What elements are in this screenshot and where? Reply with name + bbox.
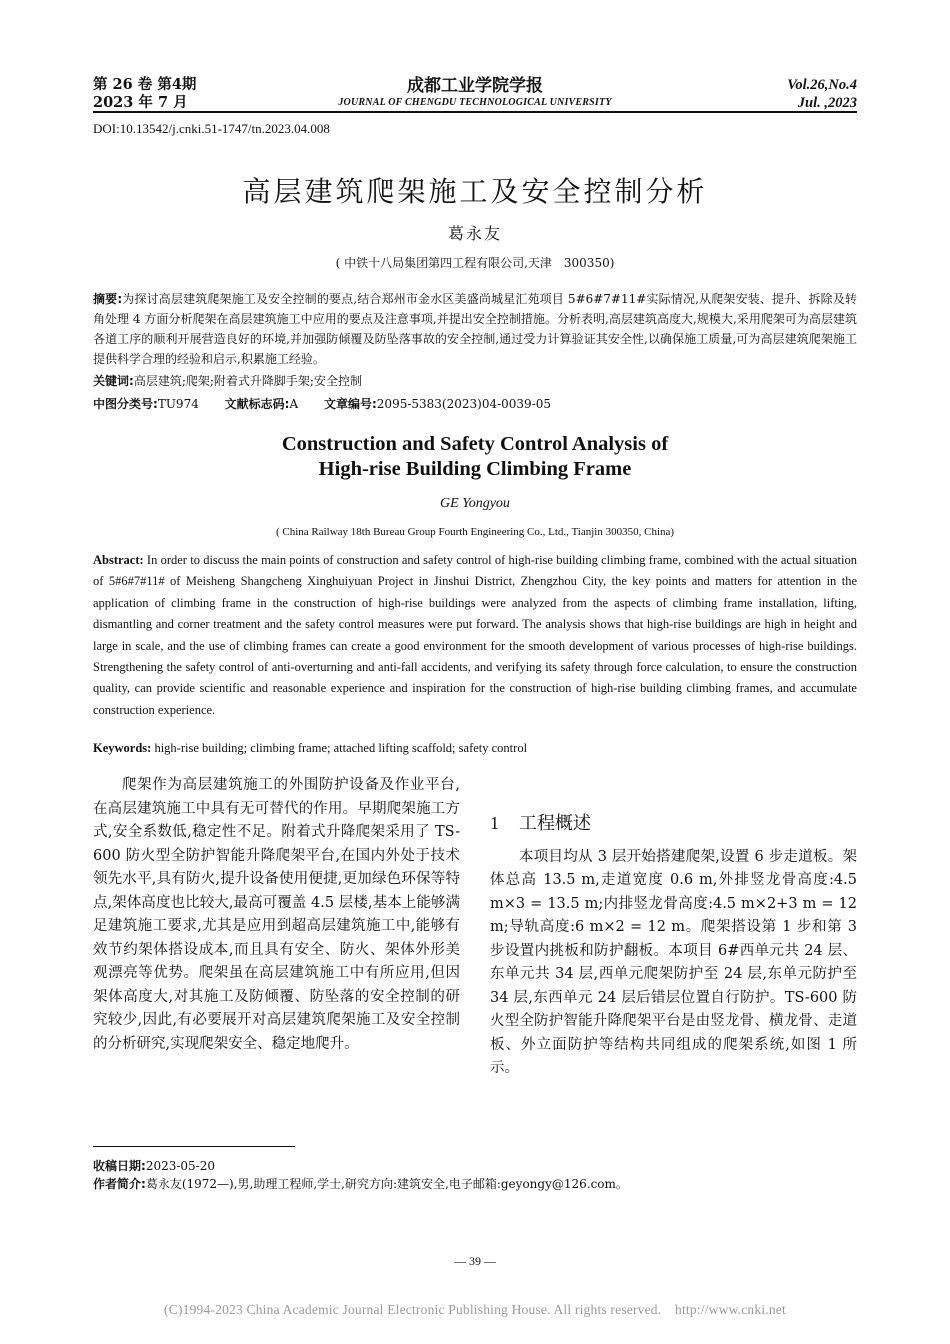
abstract-cn: [93, 289, 857, 369]
paper-title-en-line1: Construction and Safety Control Analysis of: [281, 433, 669, 455]
author-bio-text: 葛永友(1972—),男,助理工程师,学士,研究方向:建筑安全,电子邮箱:geyongy@126.com。: [145, 1177, 628, 1191]
keywords-cn-text: 高层建筑;爬架;附着式升降脚手架;安全控制: [133, 374, 362, 388]
clc-value: TU974: [157, 397, 199, 411]
affiliation-en: ( China Railway 18th Bureau Group Fourth Engineering Co., Ltd., Tianjin 300350, China): [275, 526, 675, 538]
paper-title-cn: 高层建筑爬架施工及安全控制分析: [242, 175, 708, 208]
footnote-divider: [93, 1146, 295, 1147]
header-divider: [93, 111, 857, 113]
paper-title-en: [0, 432, 950, 482]
column-continuation-spacer: [490, 774, 857, 798]
keywords-en-text: high-rise building; climbing frame; attached lifting scaffold; safety control: [151, 741, 528, 755]
section-1-number: 1: [490, 812, 499, 833]
clc-label: 中图分类号:: [93, 397, 158, 411]
journal-name: [300, 76, 650, 110]
article-number-value: 2095-5383(2023)04-0039-05: [376, 397, 552, 411]
received-value: 2023-05-20: [145, 1159, 215, 1173]
date-cn: 2023 年 7 月: [93, 94, 188, 111]
classification-line: [93, 395, 573, 412]
intro-paragraph: 爬架作为高层建筑施工的外围防护设备及作业平台,在高层建筑施工中具有无可替代的作用。早期爬架施工方式,安全系数低,稳定性不足。附着式升降爬架采用了 TS-600 防火型全防护智能升降爬架平台,在国内外处于技术领先水平,具有防火,提升设备使用便捷,更加绿色环保等特点,架体高度也比较大,最高可覆盖 4.5 层楼,基本上能够满足建筑施工要求,尤其是应用到超高层建筑施工中,能够有效节约架体搭设成本,而且具有安全、防火、架体外形美观漂亮等优势。爬架虽在高层建筑施工中有所应用,但因架体高度大,对其施工及防倾覆、防坠落的安全控制的研究较少,因此,有必要展开对高层建筑爬架施工及安全控制的分析研究,实现爬架安全、稳定地爬升。: [93, 777, 460, 1052]
body-column-right: [490, 774, 857, 1081]
author-bio: [93, 1175, 857, 1193]
date-en: Jul. ,2023: [797, 95, 857, 111]
volume-cn: 第 26 卷 第4期: [93, 76, 197, 93]
doi-line[interactable]: DOI:10.13542/j.cnki.51-1747/tn.2023.04.008: [93, 121, 330, 136]
received-label: 收稿日期:: [93, 1159, 146, 1173]
journal-name-en: JOURNAL OF CHENGDU TECHNOLOGICAL UNIVERSITY: [338, 97, 612, 108]
abstract-cn-label: 摘要:: [93, 292, 123, 306]
section-1-title: 工程概述: [519, 812, 591, 834]
page-number: — 39 —: [454, 1254, 496, 1268]
paper-title-en-line2: High-rise Building Climbing Frame: [318, 458, 632, 480]
journal-volume-issue: [93, 76, 196, 112]
abstract-en-text: In order to discuss the main points of construction and safety control of high-rise building climbing frame, combined with the actual situation of 5#6#7#11# of Meisheng Shangcheng Xinghuiyuan Project in Jinshui District, Zhengzhou City, the key points and matters for attention in the application of climbing frame in the construction of high-rise buildings were analyzed from the aspects of climbing frame installation, lifting, dismantling and corner treatment and the safety control measures were put forward. The analysis shows that high-rise buildings are high in height and large in scale, and the use of climbing frames can create a good environment for the smooth development of various processes of high-rise buildings. Strengthening the safety control of anti-overturning and anti-fall accidents, and verifying its safety through force calculation, to ensure the construction quality, can provide scientific and reasonable experience and inspiration for the construction of high-rise building climbing frames, and accumulate construction experience.: [93, 553, 857, 717]
doc-code-label: 文献标志码:: [224, 397, 290, 411]
received-date: [93, 1157, 857, 1175]
article-number-label: 文章编号:: [323, 397, 377, 411]
affiliation-cn: ( 中铁十八局集团第四工程有限公司,天津 300350): [335, 256, 615, 270]
keywords-cn: [93, 372, 362, 389]
keywords-en-label: Keywords:: [93, 741, 152, 755]
section-1-heading: [490, 811, 857, 836]
doc-code-value: A: [289, 397, 299, 411]
keywords-en: [93, 741, 527, 756]
author-bio-label: 作者简介:: [93, 1177, 146, 1191]
keywords-cn-label: 关键词:: [93, 374, 134, 388]
journal-name-cn: 成都工业学院学报: [407, 76, 543, 96]
copyright-watermark: (C)1994-2023 China Academic Journal Electronic Publishing House. All rights reserved. http://www.cnki.net: [164, 1302, 786, 1317]
author-name-cn: 葛永友: [447, 224, 502, 243]
volume-en: Vol.26,No.4: [787, 77, 857, 93]
body-column-left: [93, 774, 460, 1056]
abstract-cn-text: 为探讨高层建筑爬架施工及安全控制的要点,结合郑州市金水区美盛尚城星汇苑项目 5#6#7#11#实际情况,从爬架安装、提升、拆除及转角处理 4 方面分析爬架在高层建筑施工中应用的要点及注意事项,并提出安全控制措施。分析表明,高层建筑高度大,规模大,采用爬架可为高层建筑各道工序的顺利开展营造良好的环境,并加强防倾覆及防坠落事故的安全控制,通过受力计算验证其安全性,以确保施工质量,可为高层建筑爬架施工提供科学合理的经验和启示,积累施工经验。: [93, 292, 857, 366]
journal-volume-en: [700, 76, 857, 112]
abstract-en: [93, 550, 857, 721]
author-name-en: GE Yongyou: [440, 496, 510, 511]
section-1-paragraph: 本项目均从 3 层开始搭建爬架,设置 6 步走道板。架体总高 13.5 m,走道宽度 0.6 m,外排竖龙骨高度:4.5 m×3 = 13.5 m;内排竖龙骨高度:4.5 m×2+3 m = 12 m;导轨高度:6 m×2 = 12 m。爬架搭设第 1 步和第 3 步设置内挑板和防护翻板。本项目 6#西单元共 24 层、东单元共 34 层,西单元爬架防护至 24 层,东单元防护至 34 层,东西单元 24 层后错层位置自行防护。TS-600 防火型全防护智能升降爬架平台是由竖龙骨、横龙骨、走道板、外立面防护等结构共同组成的爬架系统,如图 1 所示。: [490, 848, 857, 1076]
abstract-en-label: Abstract:: [93, 553, 144, 567]
